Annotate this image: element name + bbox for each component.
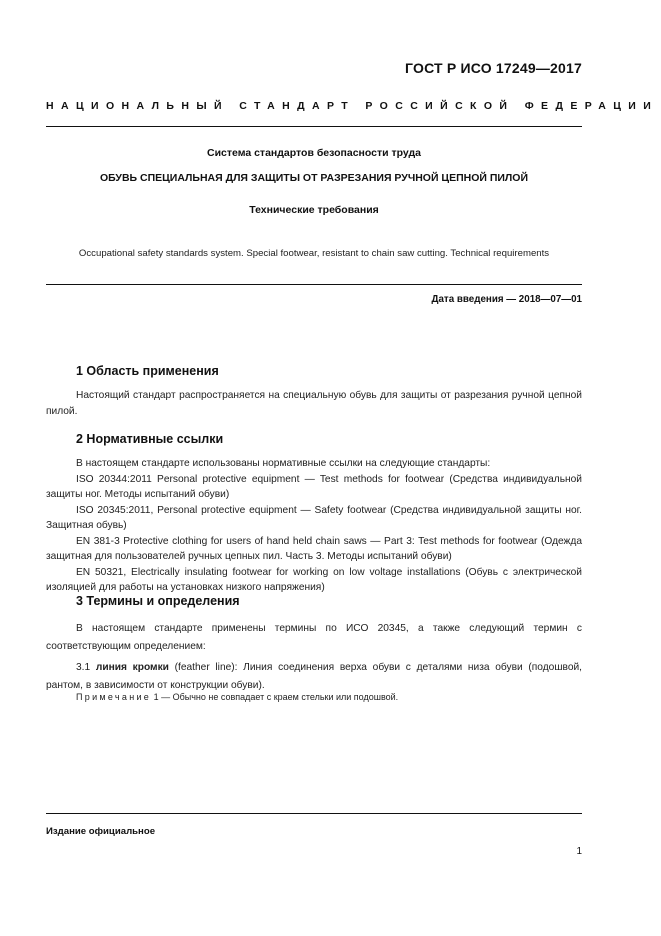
introduction-date: Дата введения — 2018—07—01 [431, 294, 582, 305]
section-1-body [46, 388, 582, 420]
reference-item: ISO 20344:2011 Personal protective equipment — Test methods for footwear (Средства индивидуальной защиты ног. Методы испытаний обуви) [46, 473, 582, 500]
footer-divider [46, 813, 582, 814]
terms-intro: В настоящем стандарте применены термины по ИСО 20345, а также следующий термин с соответствующим определением: [46, 623, 582, 652]
document-title: ОБУВЬ СПЕЦИАЛЬНАЯ ДЛЯ ЗАЩИТЫ ОТ РАЗРЕЗАНИЯ РУЧНОЙ ЦЕПНОЙ ПИЛОЙ [99, 172, 529, 184]
document-subtitle: Технические требования [249, 204, 379, 216]
section-3-heading: 3 Термины и определения [76, 594, 240, 608]
standards-system-name: Система стандартов безопасности труда [206, 147, 422, 159]
section-3-body [46, 620, 582, 694]
reference-item: EN 381-3 Protective clothing for users of hand held chain saws — Part 3: Test methods for footwear (Одежда защитная для пользователей ручных цепных пил. Часть 3. Методы испытаний обуви) [46, 535, 582, 562]
note-text: 1 — Обычно не совпадает с краем стельки или подошвой. [151, 692, 399, 702]
section-2-body [46, 456, 582, 596]
reference-item: EN 50321, Electrically insulating footwear for working on low voltage installations (Обувь с электрической изоляцией для работы на установках низкого напряжения) [46, 566, 582, 593]
section-1-text: Настоящий стандарт распространяется на специальную обувь для защиты от разрезания ручной цепной пилой. [46, 390, 582, 417]
standard-number: ГОСТ Р ИСО 17249—2017 [405, 60, 582, 76]
term-note [76, 692, 398, 702]
title-divider [46, 284, 582, 285]
section-1-heading: 1 Область применения [76, 364, 219, 378]
page-number: 1 [576, 846, 582, 857]
section-2-heading: 2 Нормативные ссылки [76, 432, 224, 446]
term-name: линия кромки [95, 662, 169, 673]
english-title: Occupational safety standards system. Special footwear, resistant to chain saw cutting. Technical requirements [78, 248, 550, 259]
term-definition [46, 659, 582, 694]
reference-item: ISO 20345:2011, Personal protective equipment — Safety footwear (Средства индивидуальной защиты ног. Защитная обувь) [46, 504, 582, 531]
note-label: Примечание [76, 692, 152, 702]
term-definition-text: (feather line): Линия соединения верха обуви с деталями низа обуви (подошвой, рантом, в зависимости от конструкции обуви). [46, 662, 582, 691]
official-edition-label: Издание официальное [46, 826, 156, 837]
national-standard-heading: НАЦИОНАЛЬНЫЙ СТАНДАРТ РОССИЙСКОЙ ФЕДЕРАЦИИ [46, 100, 659, 112]
header-divider [46, 126, 582, 127]
references-intro: В настоящем стандарте использованы нормативные ссылки на следующие стандарты: [76, 458, 491, 469]
term-number: 3.1 [76, 662, 91, 673]
